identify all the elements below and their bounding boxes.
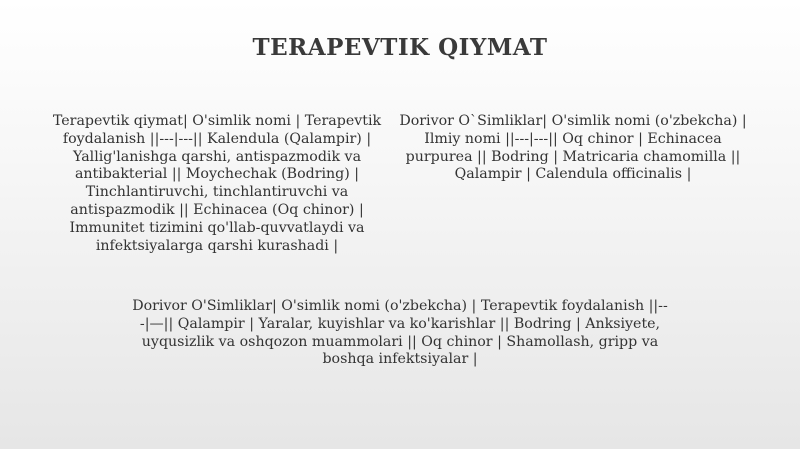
therapeutic-value-text: Terapevtik qiymat| O'simlik nomi | Terapevtik foydalanish ||---|---|| Kalendula (Qalampir) | Yallig'lanishga qarshi, antispazmodik va antibakterial || Moychechak (Bodring) | Tinchlantiruvchi, tinchlantiruvchi va antispazmodik || Echinacea (Oq chinor) | Immunitet tizimini qo'llab-quvvatlaydi va infektsiyalarga qarshi kurashadi | (52, 113, 382, 254)
medicinal-plants-names-text: Dorivor O`Simliklar| O'simlik nomi (o'zbekcha) | Ilmiy nomi ||---|---|| Oq chinor | Echinacea purpurea || Bodring | Matricaria chamomilla || Qalampir | Calendula officinalis | (399, 113, 747, 183)
medicinal-plants-uses-text: Dorivor O'Simliklar| O'simlik nomi (o'zbekcha) | Terapevtik foydalanish ||---|—|| Qalampir | Yaralar, kuyishlar va ko'karishlar || Bodring | Anksiyete, uyqusizlik va oshqozon muammolari || Oq chinor | Shamollash, gripp va boshqa infektsiyalar | (132, 298, 668, 368)
slide-title: TERAPEVTIK QIYMAT (252, 34, 548, 61)
